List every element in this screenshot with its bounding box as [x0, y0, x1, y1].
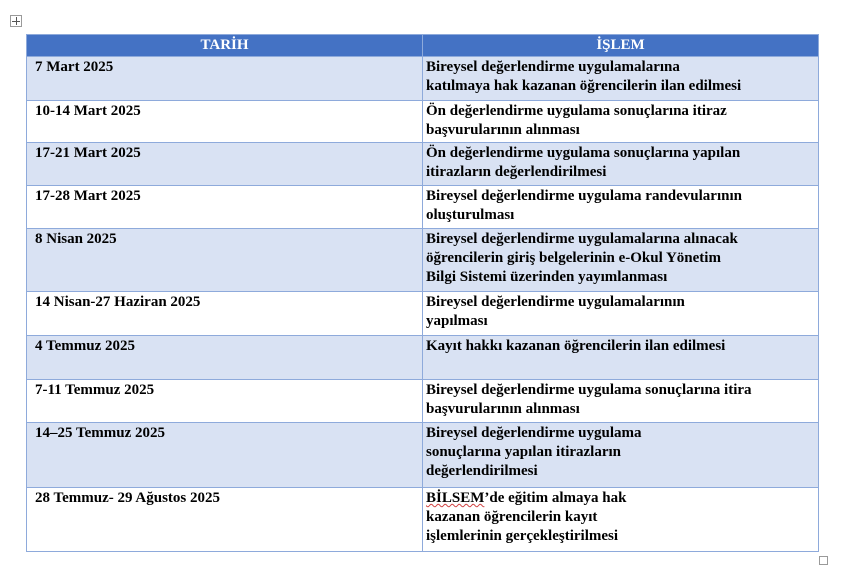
- cell-islem[interactable]: Kayıt hakkı kazanan öğrencilerin ilan edilmesi: [423, 336, 819, 380]
- table-row: [27, 101, 819, 143]
- cell-tarih[interactable]: 17-21 Mart 2025: [27, 143, 423, 186]
- cell-tarih[interactable]: 14–25 Temmuz 2025: [27, 423, 423, 488]
- table-row: [27, 336, 819, 380]
- header-tarih: TARİH: [27, 35, 423, 57]
- cell-tarih[interactable]: 7-11 Temmuz 2025: [27, 380, 423, 423]
- cell-tarih[interactable]: 10-14 Mart 2025: [27, 101, 423, 143]
- table-row: [27, 229, 819, 292]
- table-row: [27, 380, 819, 423]
- cell-tarih[interactable]: 14 Nisan-27 Haziran 2025: [27, 292, 423, 336]
- cell-tarih[interactable]: 28 Temmuz- 29 Ağustos 2025: [27, 488, 423, 552]
- header-islem: İŞLEM: [423, 35, 819, 57]
- table-move-handle-icon[interactable]: [10, 15, 22, 27]
- cell-islem[interactable]: Bireysel değerlendirme uygulamalarına katılmaya hak kazanan öğrencilerin ilan edilmesi: [423, 57, 819, 101]
- spellcheck-word: BİLSEM: [426, 490, 485, 506]
- cell-islem[interactable]: Ön değerlendirme uygulama sonuçlarına itiraz başvurularının alınması: [423, 101, 819, 143]
- cell-islem[interactable]: Bireysel değerlendirme uygulama randevularının oluşturulması: [423, 186, 819, 229]
- table-row: [27, 143, 819, 186]
- table-row: [27, 292, 819, 336]
- table-resize-handle-icon[interactable]: [819, 556, 828, 565]
- cell-tarih[interactable]: 8 Nisan 2025: [27, 229, 423, 292]
- cell-islem[interactable]: Ön değerlendirme uygulama sonuçlarına yapılan itirazların değerlendirilmesi: [423, 143, 819, 186]
- table-header-row: [27, 35, 819, 57]
- cell-islem[interactable]: Bireysel değerlendirme uygulama sonuçlarına yapılan itirazların değerlendirilmesi: [423, 423, 819, 488]
- table-row: [27, 57, 819, 101]
- table-row: [27, 186, 819, 229]
- cell-tarih[interactable]: 7 Mart 2025: [27, 57, 423, 101]
- schedule-table: [26, 34, 819, 552]
- table-row: [27, 423, 819, 488]
- table-row: [27, 488, 819, 552]
- cell-islem[interactable]: Bireysel değerlendirme uygulama sonuçlarına itira başvurularının alınması: [423, 380, 819, 423]
- cell-tarih[interactable]: 4 Temmuz 2025: [27, 336, 423, 380]
- cell-tarih[interactable]: 17-28 Mart 2025: [27, 186, 423, 229]
- cell-islem[interactable]: Bireysel değerlendirme uygulamalarının yapılması: [423, 292, 819, 336]
- cell-islem[interactable]: Bireysel değerlendirme uygulamalarına alınacak öğrencilerin giriş belgelerinin e-Okul Yönetim Bilgi Sistemi üzerinden yayımlanması: [423, 229, 819, 292]
- cell-islem-text: ’de eğitim almaya hak kazanan öğrencilerin kayıt işlemlerinin gerçekleştirilmesi: [426, 490, 627, 544]
- cell-islem[interactable]: [423, 488, 819, 552]
